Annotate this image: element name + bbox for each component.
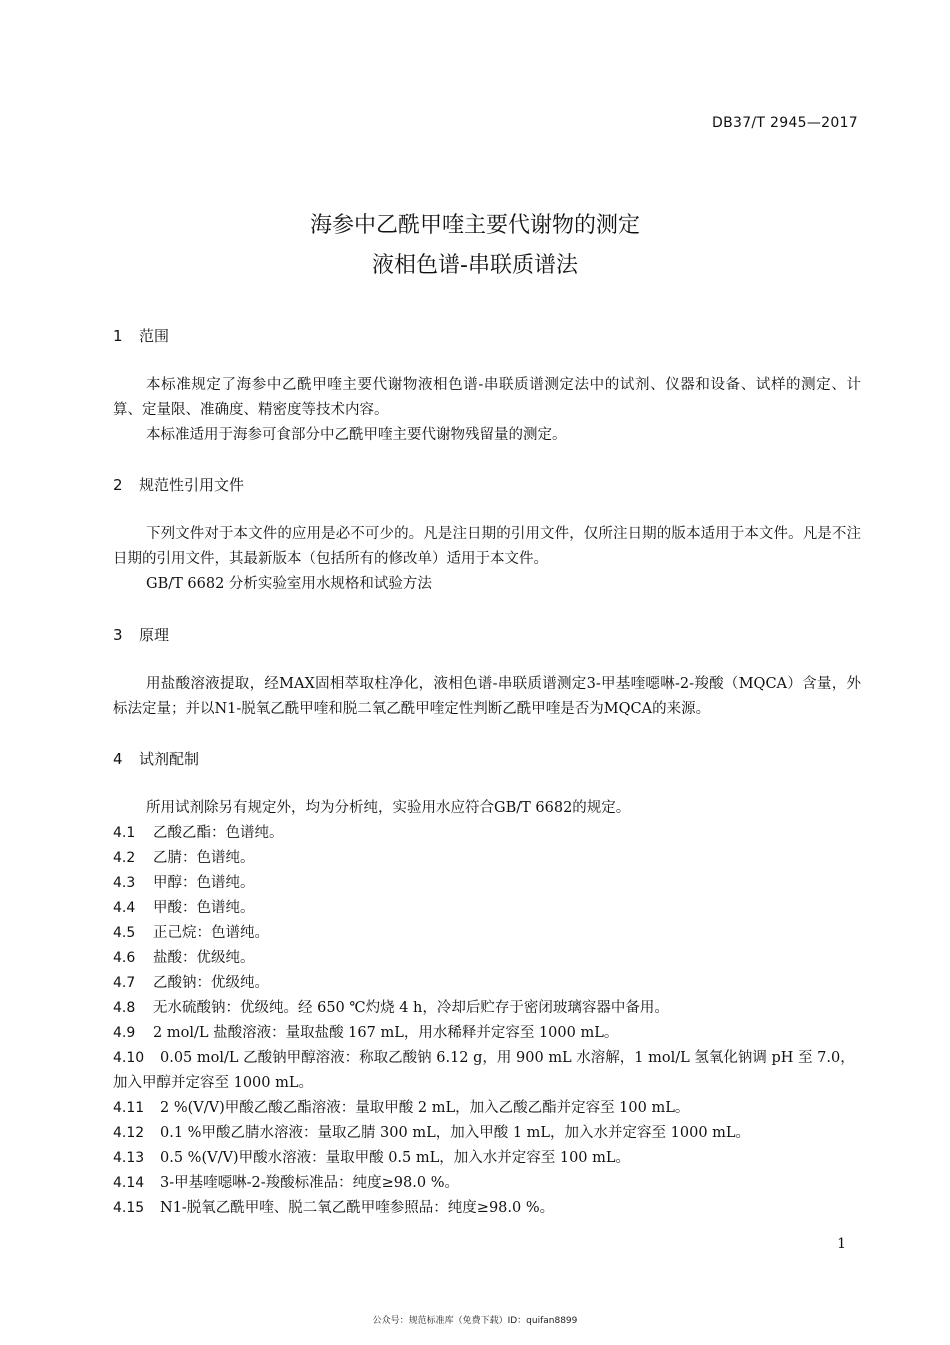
item-text: 2 mol/L 盐酸溶液：量取盐酸 167 mL，用水稀释并定容至 1000 mL。: [153, 1025, 619, 1041]
item-number: 4.12: [113, 1125, 145, 1141]
item-number: 4.7: [113, 975, 136, 991]
section-3-heading: [113, 624, 169, 645]
document-id: DB37/T 2945—2017: [712, 115, 858, 131]
item-number: 4.2: [113, 850, 136, 866]
section-1-paragraph-2: 本标准适用于海参可食部分中乙酰甲喹主要代谢物残留量的测定。: [146, 427, 567, 443]
section-number: 1: [113, 327, 123, 345]
item-text: 甲酸：色谱纯。: [153, 900, 255, 916]
item-number: 4.10: [113, 1050, 145, 1066]
footer-watermark: 公众号：规范标准库（免费下载）ID：quifan8899: [372, 1316, 578, 1326]
section-title: 规范性引用文件: [139, 476, 245, 494]
item-number: 4.15: [113, 1200, 145, 1216]
section-3-paragraph-1: 用盐酸溶液提取，经MAX固相萃取柱净化，液相色谱-串联质谱测定3-甲基喹噁啉-2-羧酸（MQCA）含量，外标法定量；并以N1-脱氧乙酰甲喹和脱二氧乙酰甲喹定性判断乙酰甲喹是否为MQCA的来源。: [113, 676, 861, 717]
item-text: 乙酸乙酯：色谱纯。: [153, 825, 284, 841]
section-2-heading: [113, 474, 244, 495]
reagent-item: [113, 1121, 863, 1146]
reagent-item: [113, 846, 863, 871]
item-number: 4.13: [113, 1150, 145, 1166]
section-number: 4: [113, 750, 123, 768]
title-line-1: 海参中乙酰甲喹主要代谢物的测定: [309, 213, 640, 238]
section-4-heading: [113, 748, 199, 769]
reagent-item: [113, 996, 863, 1021]
reagent-item: [113, 896, 863, 921]
section-1-paragraph-1: 本标准规定了海参中乙酰甲喹主要代谢物液相色谱-串联质谱测定法中的试剂、仪器和设备、试样的测定、计算、定量限、准确度、精密度等技术内容。: [113, 377, 861, 418]
item-text: 2 %(V/V)甲酸乙酸乙酯溶液：量取甲酸 2 mL，加入乙酸乙酯并定容至 100 mL。: [160, 1100, 690, 1116]
item-text: N1-脱氧乙酰甲喹、脱二氧乙酰甲喹参照品：纯度≥98.0 %。: [160, 1200, 555, 1216]
item-number: 4.5: [113, 925, 136, 941]
item-number: 4.1: [113, 825, 136, 841]
item-number: 4.4: [113, 900, 136, 916]
reagent-item: [113, 821, 863, 846]
section-1-heading: [113, 325, 169, 346]
section-title: 试剂配制: [139, 750, 200, 768]
section-number: 2: [113, 476, 123, 494]
reagent-item: [113, 921, 863, 946]
item-text: 乙酸钠：优级纯。: [153, 975, 269, 991]
item-number: 4.9: [113, 1025, 136, 1041]
item-number: 4.14: [113, 1175, 145, 1191]
section-number: 3: [113, 626, 123, 644]
reagent-item: [113, 1196, 863, 1221]
item-text: 0.1 %甲酸乙腈水溶液：量取乙腈 300 mL，加入甲酸 1 mL，加入水并定容至 1000 mL。: [160, 1125, 751, 1141]
item-number: 4.8: [113, 1000, 136, 1016]
reagent-item: [113, 1096, 863, 1121]
reagent-item: [113, 871, 863, 896]
page-number: 1: [837, 1236, 846, 1252]
item-text: 盐酸：优级纯。: [153, 950, 255, 966]
title-line-2: 液相色谱-串联质谱法: [372, 253, 578, 278]
reagent-item: [113, 946, 863, 971]
item-text: 乙腈：色谱纯。: [153, 850, 255, 866]
item-text: 0.5 %(V/V)甲酸水溶液：量取甲酸 0.5 mL，加入水并定容至 100 mL。: [160, 1150, 631, 1166]
item-number: 4.11: [113, 1100, 145, 1116]
item-text: 0.05 mol/L 乙酸钠甲醇溶液：称取乙酸钠 6.12 g，用 900 mL 水溶解，1 mol/L 氢氧化钠调 pH 至 7.0，加入甲醇并定容至 1000 mL。: [113, 1050, 855, 1091]
section-2-paragraph-1: 下列文件对于本文件的应用是必不可少的。凡是注日期的引用文件，仅所注日期的版本适用于本文件。凡是不注日期的引用文件，其最新版本（包括所有的修改单）适用于本文件。: [113, 526, 861, 567]
section-title: 原理: [139, 626, 170, 644]
item-number: 4.3: [113, 875, 136, 891]
reagent-item: [113, 1021, 863, 1046]
reagent-item: [113, 1146, 863, 1171]
item-text: 甲醇：色谱纯。: [153, 875, 255, 891]
item-text: 无水硫酸钠：优级纯。经 650 ℃灼烧 4 h，冷却后贮存于密闭玻璃容器中备用。: [153, 1000, 669, 1016]
item-number: 4.6: [113, 950, 136, 966]
item-text: 正己烷：色谱纯。: [153, 925, 269, 941]
normative-reference: GB/T 6682 分析实验室用水规格和试验方法: [146, 576, 432, 592]
reagent-item: [113, 1171, 863, 1196]
reagent-item: [113, 1046, 863, 1096]
item-text: 3-甲基喹噁啉-2-羧酸标准品：纯度≥98.0 %。: [160, 1175, 459, 1191]
section-title: 范围: [139, 327, 170, 345]
reagent-item: [113, 971, 863, 996]
section-4-intro: 所用试剂除另有规定外，均为分析纯，实验用水应符合GB/T 6682的规定。: [146, 800, 631, 816]
